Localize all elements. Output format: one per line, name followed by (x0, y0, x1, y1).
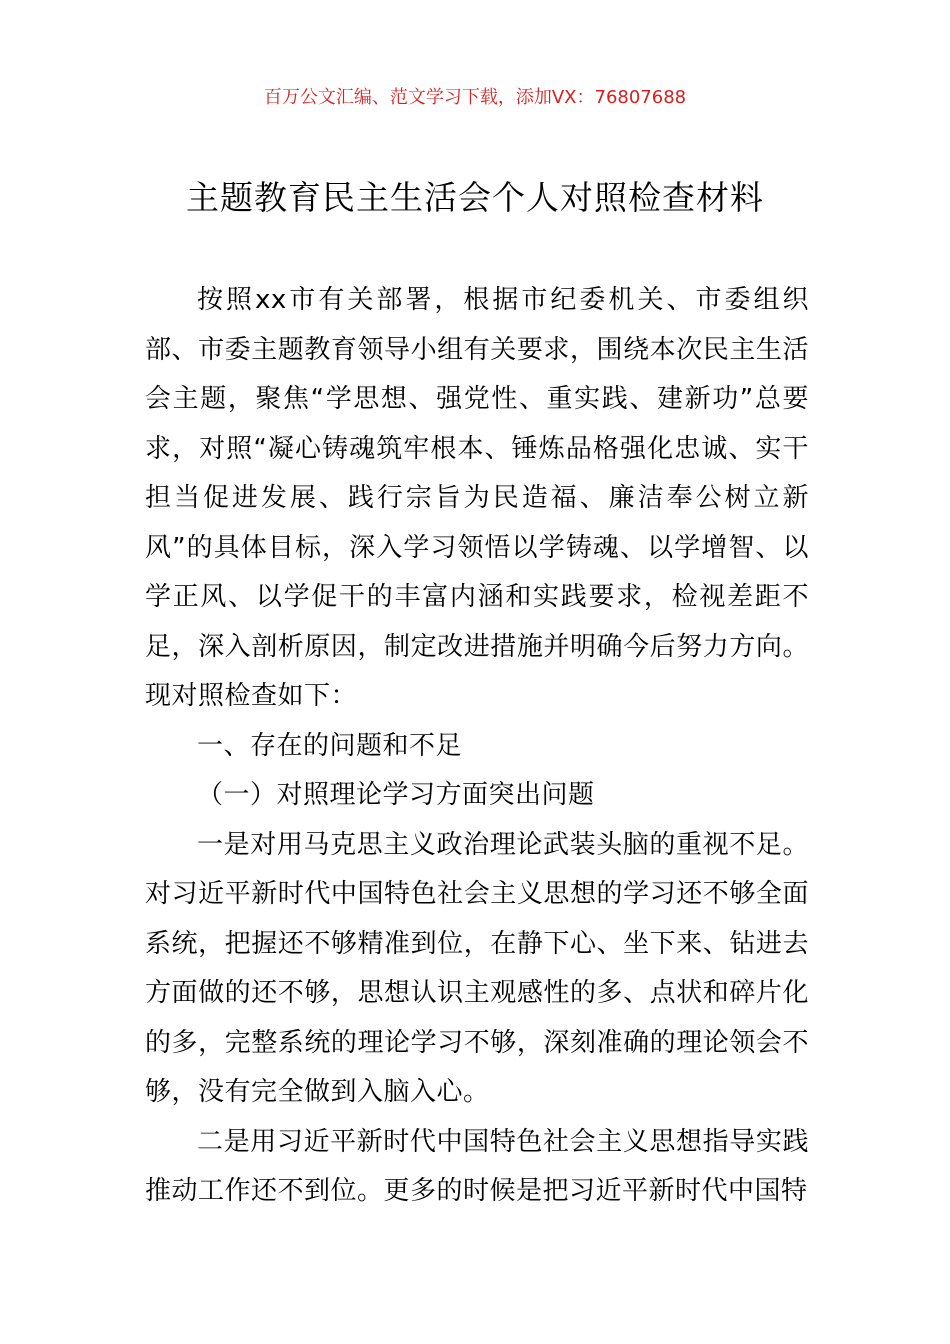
subsection-heading-theory-study: （一）对照理论学习方面突出问题 (197, 780, 595, 810)
problem-point-two: 二是用习近平新时代中国特色社会主义思想指导实践推动工作还不到位。更多的时候是把习近平新时代中国特 (145, 1126, 809, 1206)
document-title: 主题教育民主生活会个人对照检查材料 (186, 178, 764, 217)
problem-point-one: 一是对用马克思主义政治理论武装头脑的重视不足。对习近平新时代中国特色社会主义思想的学习还不够全面系统，把握还不够精准到位，在静下心、坐下来、钻进去方面做的还不够，思想认识主观感性的多、点状和碎片化的多，完整系统的理论学习不够，深刻准确的理论领会不够，没有完全做到入脑入心。 (145, 829, 809, 1107)
intro-paragraph: 按照xx市有关部署，根据市纪委机关、市委组织部、市委主题教育领导小组有关要求，围绕本次民主生活会主题，聚焦“学思想、强党性、重实践、建新功”总要求，对照“凝心铸魂筑牢根本、锤炼品格强化忠诚、实干担当促进发展、践行宗旨为民造福、廉洁奉公树立新风”的具体目标，深入学习领悟以学铸魂、以学增智、以学正风、以学促干的丰富内涵和实践要求，检视差距不足，深入剖析原因，制定改进措施并明确今后努力方向。现对照检查如下： (145, 285, 809, 711)
document-body (145, 276, 809, 1217)
header-promo-note: 百万公文汇编、范文学习下载，添加VX：76807688 (263, 87, 687, 108)
section-heading-problems: 一、存在的问题和不足 (197, 730, 463, 761)
